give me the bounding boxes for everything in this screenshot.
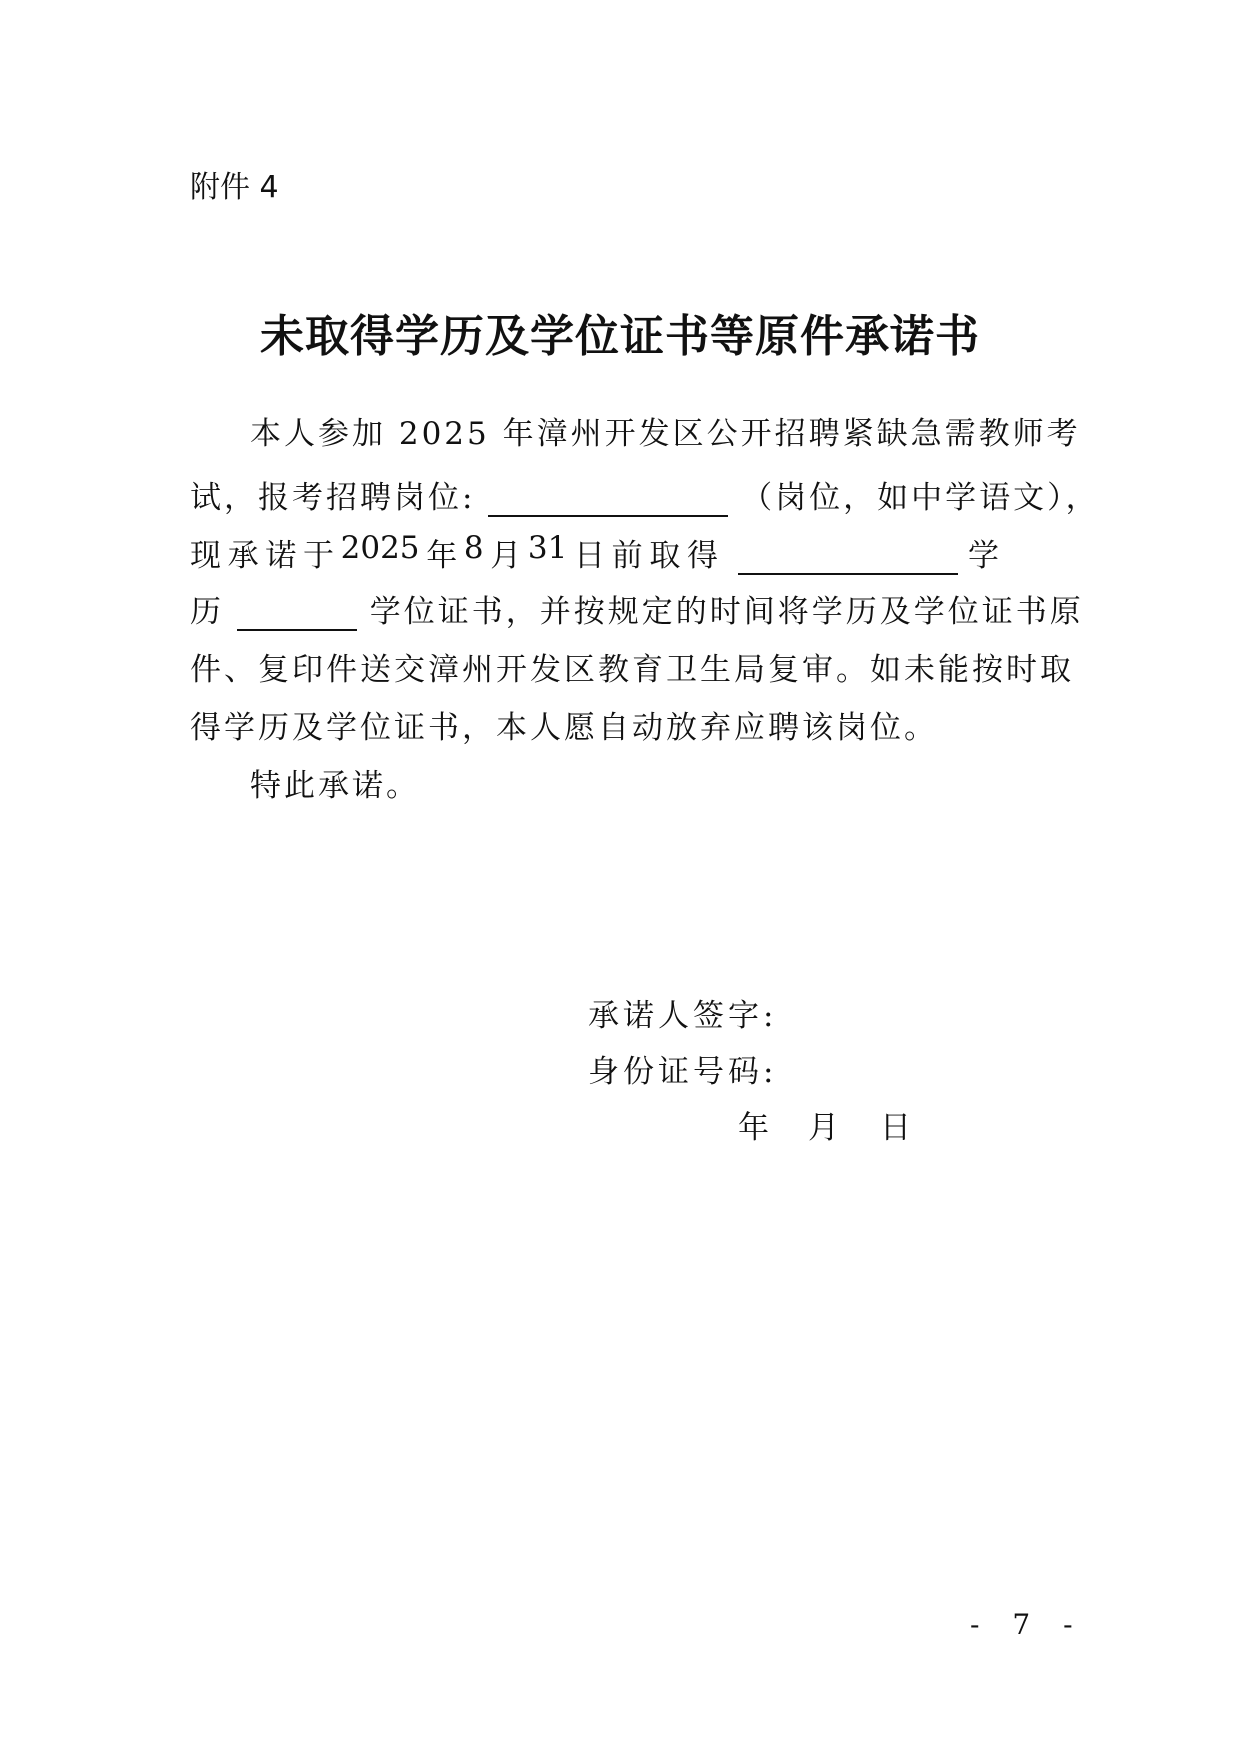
degree-text: 学位证书，并按规定的时间将学历及学位证书原 [369, 594, 1084, 630]
education-suffix: 学 [968, 538, 999, 574]
signer-label: 承诺人签字: [588, 998, 778, 1034]
id-number-label: 身份证号码: [588, 1054, 778, 1090]
position-blank [488, 483, 728, 517]
closing-text: 特此承诺。 [250, 768, 420, 804]
body-line-3 [190, 530, 1055, 575]
body-line-2 [190, 472, 1100, 517]
body-line-6: 得学历及学位证书，本人愿自动放弃应聘该岗位。 [190, 710, 938, 746]
body-line-3-words [190, 530, 718, 575]
body-line-3-word: 日 [574, 538, 605, 574]
date-day: 日 [880, 1110, 915, 1146]
date-year: 年 [738, 1110, 773, 1146]
body-line-3-word: 8 [463, 530, 484, 566]
body-line-3-word: 取 [649, 538, 681, 574]
education-prefix: 历 [190, 594, 224, 630]
body-line-3-word: 前 [611, 538, 643, 574]
body-line-3-word: 年 [426, 538, 458, 574]
body-line-4 [190, 586, 1084, 631]
body-line-3-word: 月 [490, 538, 522, 574]
body-line-3-word: 2025 [340, 530, 420, 566]
body-line-3-word: 得 [686, 538, 718, 574]
attachment-label: 附件 4 [190, 170, 279, 205]
body-line-3-word: 现 [190, 538, 221, 574]
page-number: - 7 - [970, 1608, 1085, 1641]
body-line-1: 本人参加 2025 年漳州开发区公开招聘紧缺急需教师考 [250, 416, 1081, 452]
body-line-3-word: 31 [527, 530, 568, 566]
position-label: 试，报考招聘岗位: [190, 480, 476, 516]
body-line-3-word: 诺 [265, 538, 297, 574]
body-line-5: 件、复印件送交漳州开发区教育卫生局复审。如未能按时取 [190, 652, 1074, 688]
education-blank [738, 541, 958, 575]
degree-blank [237, 597, 357, 631]
date-month: 月 [808, 1110, 843, 1146]
body-line-3-word: 承 [227, 538, 259, 574]
document-title: 未取得学历及学位证书等原件承诺书 [260, 311, 980, 362]
position-hint: （岗位，如中学语文）， [741, 480, 1100, 516]
body-line-3-word: 于 [302, 538, 334, 574]
